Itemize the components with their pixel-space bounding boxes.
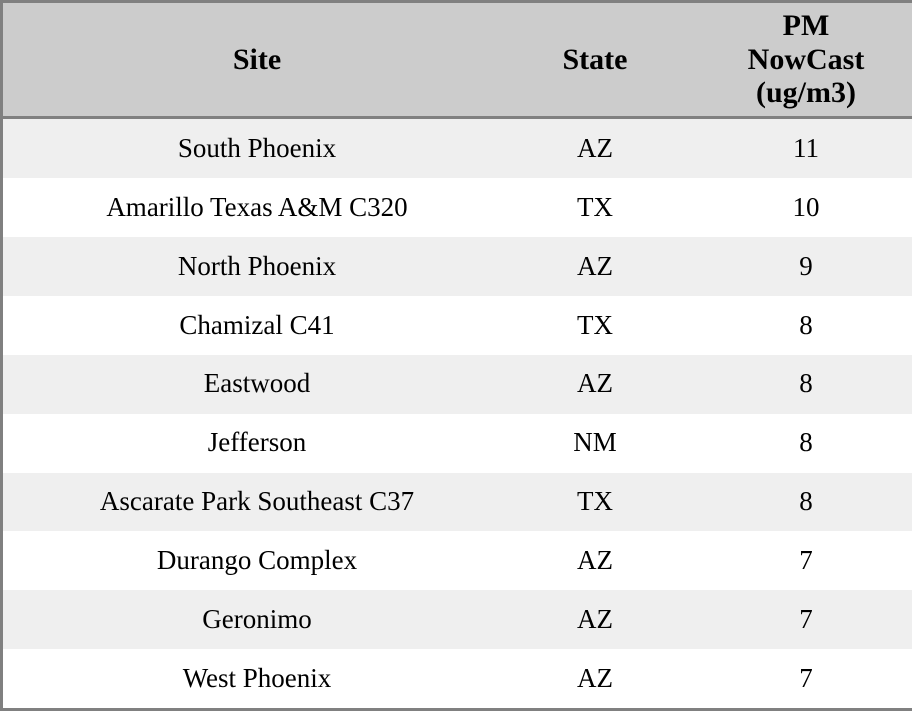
table-body bbox=[3, 117, 912, 708]
cell-site: Durango Complex bbox=[3, 531, 511, 590]
cell-state: TX bbox=[511, 296, 679, 355]
column-header-pm-line2: NowCast bbox=[747, 42, 865, 76]
cell-state: AZ bbox=[511, 237, 679, 296]
cell-pm: 8 bbox=[679, 296, 912, 355]
cell-site: Chamizal C41 bbox=[3, 296, 511, 355]
cell-site: Geronimo bbox=[3, 590, 511, 649]
table-row bbox=[3, 473, 912, 532]
cell-pm: 8 bbox=[679, 414, 912, 473]
cell-state: AZ bbox=[511, 531, 679, 590]
table-row bbox=[3, 296, 912, 355]
pm-nowcast-table bbox=[3, 3, 912, 708]
cell-state: NM bbox=[511, 414, 679, 473]
cell-site: Eastwood bbox=[3, 355, 511, 414]
cell-pm: 7 bbox=[679, 531, 912, 590]
column-header-state: State bbox=[511, 3, 679, 117]
cell-state: AZ bbox=[511, 590, 679, 649]
table-row bbox=[3, 237, 912, 296]
table-row bbox=[3, 414, 912, 473]
table-header bbox=[3, 3, 912, 117]
cell-state: TX bbox=[511, 473, 679, 532]
table-row bbox=[3, 590, 912, 649]
table-row bbox=[3, 178, 912, 237]
cell-site: Amarillo Texas A&M C320 bbox=[3, 178, 511, 237]
cell-site: South Phoenix bbox=[3, 117, 511, 178]
cell-state: AZ bbox=[511, 649, 679, 708]
cell-pm: 10 bbox=[679, 178, 912, 237]
table-row bbox=[3, 117, 912, 178]
column-header-pm-line3: (ug/m3) bbox=[756, 76, 856, 110]
cell-state: TX bbox=[511, 178, 679, 237]
cell-site: Ascarate Park Southeast C37 bbox=[3, 473, 511, 532]
cell-pm: 11 bbox=[679, 117, 912, 178]
table-row bbox=[3, 649, 912, 708]
cell-site: Jefferson bbox=[3, 414, 511, 473]
cell-state: AZ bbox=[511, 355, 679, 414]
table-header-row bbox=[3, 3, 912, 117]
cell-site: North Phoenix bbox=[3, 237, 511, 296]
cell-pm: 7 bbox=[679, 590, 912, 649]
column-header-pm-nowcast bbox=[679, 3, 912, 117]
column-header-site: Site bbox=[3, 3, 511, 117]
cell-pm: 9 bbox=[679, 237, 912, 296]
cell-site: West Phoenix bbox=[3, 649, 511, 708]
table-row bbox=[3, 355, 912, 414]
cell-state: AZ bbox=[511, 117, 679, 178]
column-header-pm-line1: PM bbox=[782, 9, 830, 42]
cell-pm: 8 bbox=[679, 355, 912, 414]
table-row bbox=[3, 531, 912, 590]
cell-pm: 7 bbox=[679, 649, 912, 708]
cell-pm: 8 bbox=[679, 473, 912, 532]
